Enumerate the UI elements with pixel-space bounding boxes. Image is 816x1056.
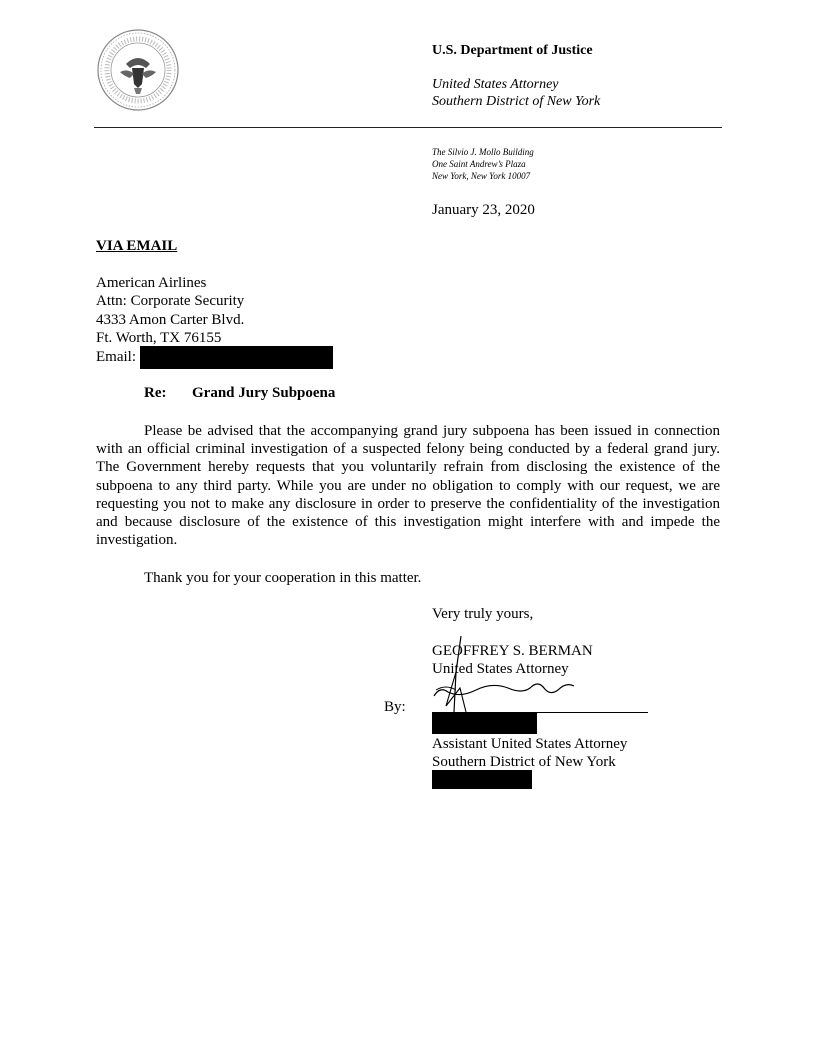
recipient-city: Ft. Worth, TX 76155 xyxy=(96,330,222,346)
thanks-line: Thank you for your cooperation in this matter. xyxy=(144,570,422,586)
office-address-building: The Silvio J. Mollo Building xyxy=(432,147,534,157)
redaction-email xyxy=(140,346,333,369)
body-paragraph: Please be advised that the accompanying grand jury subpoena has been issued in connection with an official criminal investigation of a suspected felony being conducted by a federal grand jury. The Government hereby requests that you voluntarily refrain from disclosing the existence of the subpoena to any third party. While you are under no obligation to comply with our request, we are requesting you not to make any disclosure in order to preserve the confidentiality of the investigation and because disclosure of the existence of this investigation might interfere with and impede the investigation. xyxy=(96,423,720,549)
office-title: United States Attorney xyxy=(432,77,559,92)
department-name: U.S. Department of Justice xyxy=(432,43,593,58)
signer-title-line2: Southern District of New York xyxy=(432,754,616,770)
subject-line: Grand Jury Subpoena xyxy=(192,385,336,401)
letter-date: January 23, 2020 xyxy=(432,202,535,218)
header-rule xyxy=(94,127,722,128)
signer-title-line1: Assistant United States Attorney xyxy=(432,736,628,752)
recipient-attn: Attn: Corporate Security xyxy=(96,293,245,309)
handwritten-signature-icon xyxy=(426,632,586,714)
delivery-method: VIA EMAIL xyxy=(96,238,178,254)
by-label: By: xyxy=(384,699,406,715)
signatory-title: United States Attorney xyxy=(432,661,569,677)
redaction-signer-contact xyxy=(432,770,532,789)
closing: Very truly yours, xyxy=(432,606,534,622)
office-address-city: New York, New York 10007 xyxy=(432,171,531,181)
recipient-street: 4333 Amon Carter Blvd. xyxy=(96,312,245,328)
doj-seal-icon xyxy=(96,28,180,112)
office-address-street: One Saint Andrew’s Plaza xyxy=(432,159,526,169)
office-district: Southern District of New York xyxy=(432,94,601,109)
recipient-email-label: Email: xyxy=(96,349,136,365)
re-label: Re: xyxy=(144,385,167,401)
recipient-name: American Airlines xyxy=(96,275,207,291)
signatory-name: GEOFFREY S. BERMAN xyxy=(432,643,593,659)
redaction-signer-name xyxy=(432,713,537,734)
